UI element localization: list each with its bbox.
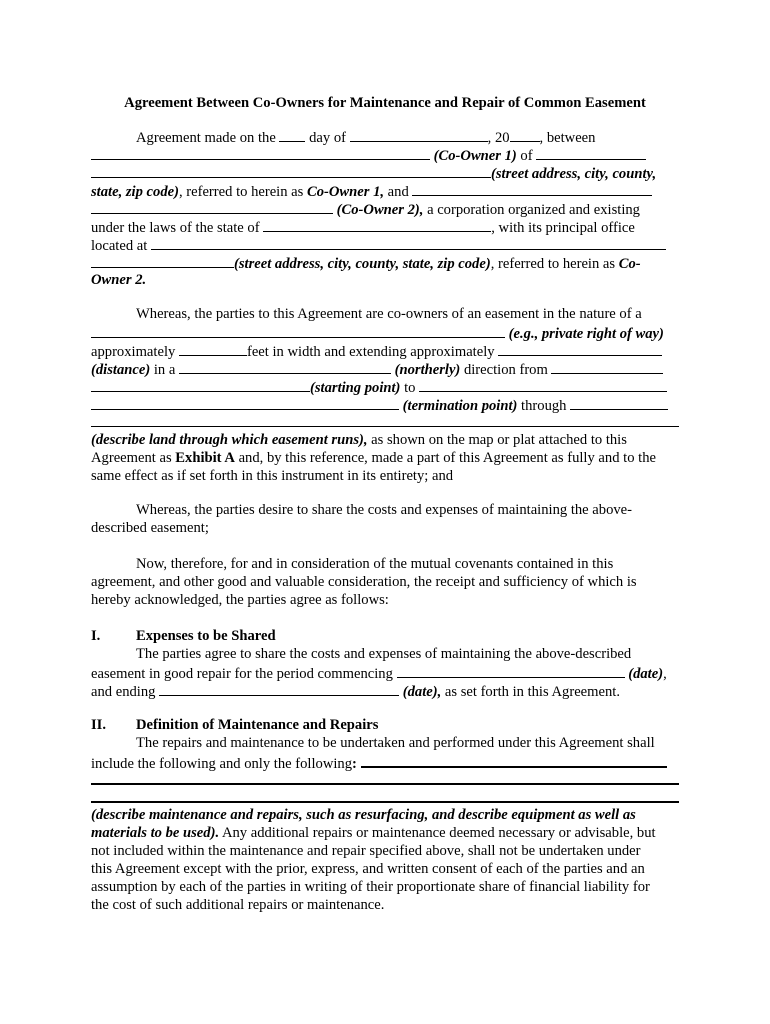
section-title: Expenses to be Shared bbox=[136, 628, 276, 644]
state-zip-label: state, zip code) bbox=[91, 184, 179, 200]
co-owner1-label: (Co-Owner 1) bbox=[433, 148, 517, 164]
text: easement in good repair for the period commencing bbox=[91, 666, 397, 682]
co-owner2-name-blank-b[interactable] bbox=[91, 199, 333, 214]
maintenance-blank-3[interactable] bbox=[91, 788, 679, 803]
direction-label: (northerly) bbox=[394, 362, 461, 378]
intro-line bbox=[91, 199, 679, 217]
co-owner2-name-blank-a[interactable] bbox=[412, 181, 652, 196]
text: direction from bbox=[460, 362, 552, 378]
paragraph-line bbox=[91, 752, 679, 770]
paragraph-line: The parties agree to share the costs and expenses of maintaining the above-described bbox=[136, 646, 632, 662]
day-blank[interactable] bbox=[279, 127, 305, 142]
now-therefore-paragraph bbox=[91, 555, 679, 609]
easement-type-blank[interactable] bbox=[91, 323, 505, 338]
intro-line bbox=[91, 253, 679, 271]
text: located at bbox=[91, 238, 151, 254]
termination-point-blank[interactable] bbox=[91, 395, 399, 410]
materials-label: materials to be used). bbox=[91, 825, 220, 841]
principal-office-blank[interactable] bbox=[151, 235, 666, 250]
starting-point-blank[interactable] bbox=[91, 377, 310, 392]
paragraph-line bbox=[91, 681, 679, 699]
paragraph-line bbox=[91, 824, 679, 842]
co-owner1-address-blank[interactable] bbox=[91, 163, 491, 178]
starting-point-label: (starting point) bbox=[310, 380, 401, 396]
paragraph-line: agreement, and other good and valuable consideration, the receipt and sufficiency of which is bbox=[91, 574, 637, 590]
paragraph-line bbox=[91, 413, 679, 431]
text: Agreement as bbox=[91, 450, 176, 466]
paragraph-line bbox=[91, 395, 679, 413]
through-blank[interactable] bbox=[570, 395, 668, 410]
co-owner1-of-blank[interactable] bbox=[536, 145, 646, 160]
co-owner2-term: Owner 2. bbox=[91, 272, 147, 288]
text: in a bbox=[150, 362, 179, 378]
text: and ending bbox=[91, 684, 160, 700]
text: , 20 bbox=[487, 130, 510, 146]
intro-line bbox=[91, 181, 679, 199]
text: , between bbox=[539, 130, 596, 146]
exhibit-reference: Exhibit A bbox=[175, 450, 235, 466]
paragraph-line: Now, therefore, for and in consideration of the mutual covenants contained in this bbox=[136, 556, 614, 572]
land-description-blank[interactable] bbox=[91, 413, 679, 427]
section-1 bbox=[91, 627, 679, 699]
date-label: (date), bbox=[402, 684, 442, 700]
paragraph-line bbox=[91, 323, 679, 341]
paragraph-line bbox=[91, 788, 679, 806]
year-blank[interactable] bbox=[510, 127, 540, 142]
text: , with its principal office bbox=[491, 220, 635, 236]
intro-line bbox=[91, 217, 679, 235]
paragraph-line: hereby acknowledged, the parties agree as follows: bbox=[91, 592, 389, 608]
section-heading bbox=[91, 716, 679, 734]
whereas-paragraph-1 bbox=[91, 305, 679, 485]
text: approximately bbox=[91, 344, 179, 360]
text: a corporation organized and existing bbox=[423, 202, 640, 218]
paragraph-line bbox=[91, 377, 679, 395]
whereas-paragraph-2 bbox=[91, 501, 679, 537]
paragraph-line: Whereas, the parties desire to share the costs and expenses of maintaining the above- bbox=[136, 502, 633, 518]
section-2 bbox=[91, 716, 679, 914]
distance-blank[interactable] bbox=[498, 341, 662, 356]
section-heading bbox=[91, 627, 679, 645]
paragraph-line bbox=[91, 663, 679, 681]
paragraph-line: the cost of such additional repairs or maintenance. bbox=[91, 897, 385, 913]
paragraph-line: not included within the maintenance and repair specified above, shall not be undertaken under bbox=[91, 843, 641, 859]
co-owner2-label: (Co-Owner 2), bbox=[336, 202, 424, 218]
paragraph-line: Whereas, the parties to this Agreement are co-owners of an easement in the nature of a bbox=[136, 306, 642, 322]
paragraph-line bbox=[91, 359, 679, 377]
intro-line bbox=[91, 271, 679, 289]
from-blank[interactable] bbox=[551, 359, 663, 374]
date-label: (date) bbox=[628, 666, 664, 682]
text: feet in width and extending approximately bbox=[246, 344, 499, 360]
text: to bbox=[400, 380, 416, 396]
intro-line bbox=[91, 127, 679, 145]
maintenance-description-label: (describe maintenance and repairs, such as resurfacing, and describe equipment as well as bbox=[91, 807, 636, 823]
text: Any additional repairs or maintenance deemed necessary or advisable, but bbox=[219, 825, 656, 841]
section-title: Definition of Maintenance and Repairs bbox=[136, 717, 379, 733]
text: day of bbox=[305, 130, 350, 146]
paragraph-line: assumption by each of the parties in writing of their proportionate share of financial liability for bbox=[91, 879, 650, 895]
text: : bbox=[352, 756, 357, 772]
paragraph-line bbox=[91, 341, 679, 359]
width-blank[interactable] bbox=[179, 341, 247, 356]
text: as set forth in this Agreement. bbox=[441, 684, 620, 700]
end-date-blank[interactable] bbox=[159, 681, 399, 696]
to-blank[interactable] bbox=[419, 377, 667, 392]
example-label: (e.g., private right of way) bbox=[508, 326, 664, 342]
text: under the laws of the state of bbox=[91, 220, 264, 236]
text: Agreement made on the bbox=[136, 130, 280, 146]
intro-line bbox=[91, 145, 679, 163]
paragraph-line bbox=[91, 449, 679, 467]
text: and bbox=[384, 184, 409, 200]
text: of bbox=[516, 148, 533, 164]
paragraph-line: same effect as if set forth in this instrument in its entirety; and bbox=[91, 468, 454, 484]
maintenance-blank-2[interactable] bbox=[91, 770, 679, 785]
text: include the following and only the following bbox=[91, 756, 353, 772]
state-blank[interactable] bbox=[263, 217, 491, 232]
paragraph-line bbox=[91, 806, 679, 824]
section-number: II. bbox=[91, 717, 107, 733]
text: through bbox=[517, 398, 567, 414]
distance-label: (distance) bbox=[91, 362, 151, 378]
text: , bbox=[663, 666, 667, 682]
month-blank[interactable] bbox=[350, 127, 488, 142]
principal-office-blank-2[interactable] bbox=[91, 253, 234, 268]
start-date-blank[interactable] bbox=[397, 663, 625, 678]
co-owner2-term: Co- bbox=[618, 256, 641, 272]
paragraph-line: The repairs and maintenance to be undertaken and performed under this Agreement shall bbox=[136, 735, 655, 751]
text: as shown on the map or plat attached to this bbox=[367, 432, 627, 448]
maintenance-blank[interactable] bbox=[361, 752, 667, 768]
address-label: (street address, city, county, bbox=[491, 166, 657, 182]
paragraph-line bbox=[91, 770, 679, 788]
address-label: (street address, city, county, state, zip code) bbox=[234, 256, 491, 272]
intro-paragraph bbox=[91, 127, 679, 289]
direction-blank[interactable] bbox=[179, 359, 391, 374]
co-owner1-term: Co-Owner 1, bbox=[306, 184, 385, 200]
paragraph-line: described easement; bbox=[91, 520, 209, 536]
text: , referred to herein as bbox=[490, 256, 619, 272]
text: and, by this reference, made a part of this Agreement as fully and to the bbox=[234, 450, 656, 466]
intro-line bbox=[91, 235, 679, 253]
termination-point-label: (termination point) bbox=[402, 398, 518, 414]
paragraph-line bbox=[91, 431, 679, 449]
document-title: Agreement Between Co-Owners for Maintenance and Repair of Common Easement bbox=[124, 95, 646, 111]
co-owner1-name-blank[interactable] bbox=[91, 145, 430, 160]
section-number: I. bbox=[91, 628, 101, 644]
text: , referred to herein as bbox=[178, 184, 307, 200]
paragraph-line: this Agreement except with the prior, express, and written consent of each of the parties and an bbox=[91, 861, 645, 877]
land-description-label: (describe land through which easement runs), bbox=[91, 432, 368, 448]
intro-line bbox=[91, 163, 679, 181]
